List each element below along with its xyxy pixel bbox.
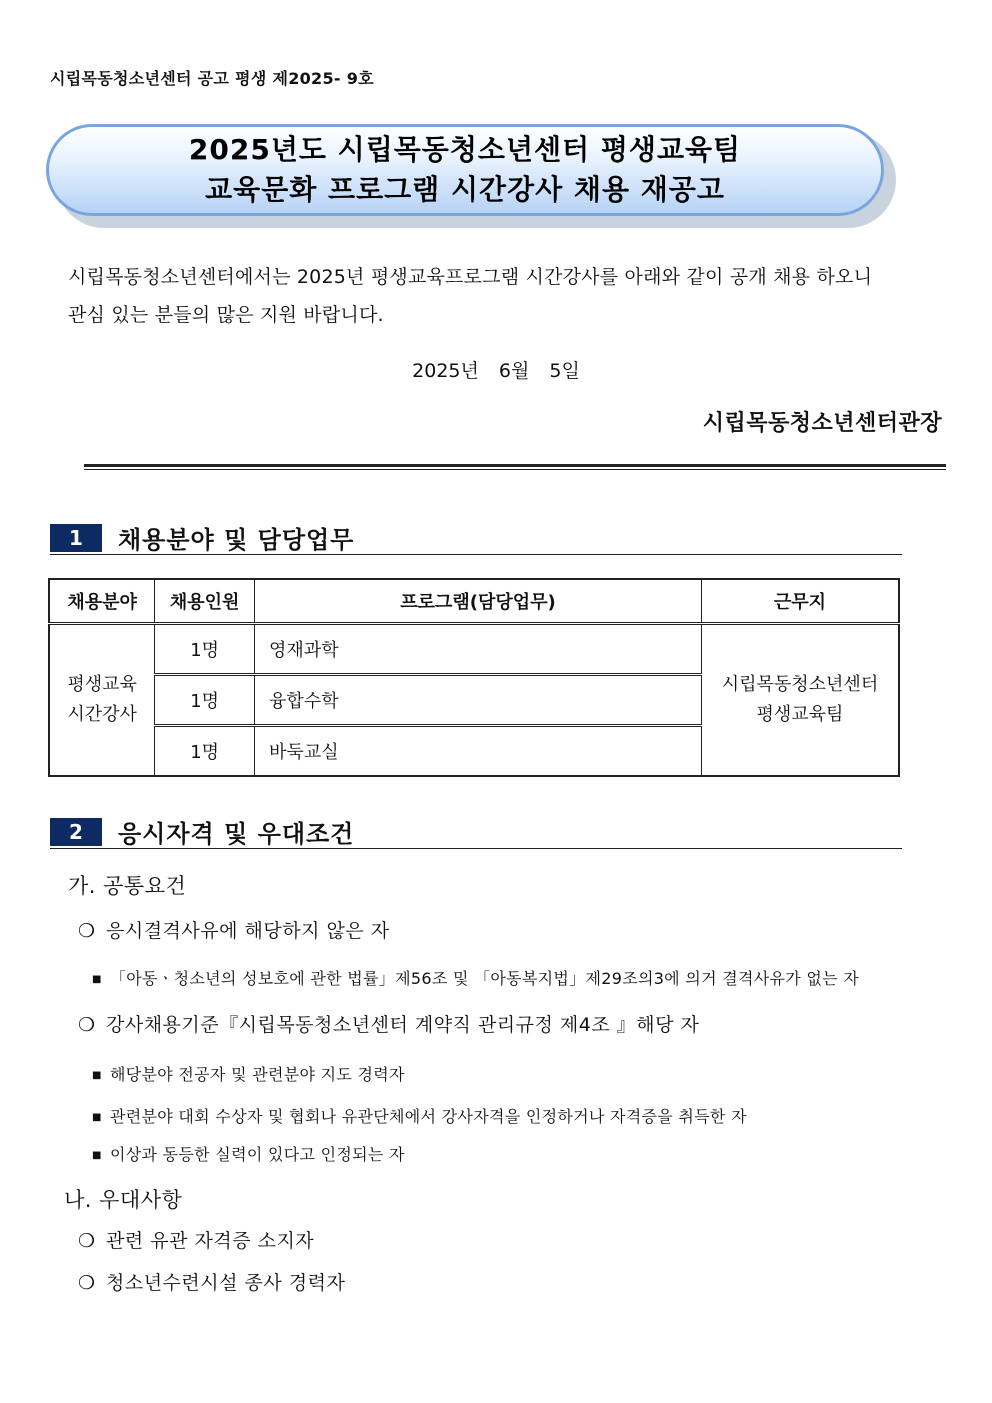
count-cell: 1명 (155, 675, 255, 726)
field-line-1: 평생교육 (67, 674, 137, 695)
section-1-number: 1 (50, 524, 102, 552)
subsection-b-title: 나. 우대사항 (64, 1188, 183, 1212)
square-bullet-icon: ■ (92, 1112, 102, 1123)
header-program: 프로그램(담당업무) (255, 579, 702, 624)
subsection-a-title: 가. 공통요건 (68, 874, 187, 898)
intro-paragraph (68, 258, 908, 334)
program-cell: 융합수학 (255, 675, 702, 726)
requirement-2-detail-3: 이상과 동등한 실력이 있다고 인정되는 자 (110, 1145, 405, 1164)
section-2-number: 2 (50, 818, 102, 846)
requirement-1: 응시결격사유에 해당하지 않은 자 (106, 920, 390, 942)
intro-line-2: 관심 있는 분들의 많은 지원 바랍니다. (68, 304, 384, 326)
requirement-2-detail-2: 관련분야 대회 수상자 및 협회나 유관단체에서 강사자격을 인정하거나 자격증을 취득한 자 (110, 1107, 747, 1126)
notice-number: 시립목동청소년센터 공고 평생 제2025- 9호 (50, 69, 374, 88)
section-1-title: 채용분야 및 담당업무 (118, 526, 355, 554)
field-cell (49, 624, 155, 777)
notice-date: 2025년 6월 5일 (412, 360, 580, 382)
circle-bullet-icon: ❍ (78, 920, 96, 942)
location-line-1: 시립목동청소년센터 (721, 674, 879, 695)
preference-2: 청소년수련시설 종사 경력자 (106, 1272, 346, 1294)
circle-bullet-icon: ❍ (78, 1014, 96, 1036)
field-line-2: 시간강사 (67, 704, 137, 725)
program-cell: 영재과학 (255, 624, 702, 675)
list-item (78, 1268, 345, 1295)
header-count: 채용인원 (155, 579, 255, 624)
title-line-1: 2025년도 시립목동청소년센터 평생교육팀 (188, 133, 742, 166)
square-bullet-icon: ■ (92, 1070, 102, 1081)
list-item (92, 1142, 405, 1165)
table-header-row (49, 579, 899, 624)
list-item (78, 916, 390, 943)
title-line-2: 교육문화 프로그램 시간강사 채용 재공고 (205, 173, 725, 206)
requirement-2: 강사채용기준『시립목동청소년센터 계약직 관리규정 제4조 』해당 자 (106, 1014, 700, 1036)
section-1-header (50, 524, 902, 555)
requirement-2-detail-1: 해당분야 전공자 및 관련분야 지도 경력자 (110, 1065, 405, 1084)
list-item (78, 1226, 314, 1253)
header-field: 채용분야 (49, 579, 155, 624)
section-2-title: 응시자격 및 우대조건 (118, 820, 355, 848)
location-cell (701, 624, 899, 777)
table-row (49, 624, 899, 675)
program-cell: 바둑교실 (255, 726, 702, 777)
section-2-header (50, 818, 902, 849)
count-cell: 1명 (155, 726, 255, 777)
issuer: 시립목동청소년센터관장 (702, 411, 942, 436)
requirement-1-detail: 「아동ㆍ청소년의 성보호에 관한 법률」제56조 및 「아동복지법」제29조의3에 의거 결격사유가 없는 자 (110, 969, 860, 988)
list-item (78, 1010, 699, 1037)
preference-1: 관련 유관 자격증 소지자 (106, 1230, 315, 1252)
header-location: 근무지 (701, 579, 899, 624)
list-item (92, 1104, 747, 1127)
list-item (92, 1062, 405, 1085)
circle-bullet-icon: ❍ (78, 1272, 96, 1294)
square-bullet-icon: ■ (92, 1150, 102, 1161)
intro-line-1: 시립목동청소년센터에서는 2025년 평생교육프로그램 시간강사를 아래와 같이 공개 채용 하오니 (68, 266, 873, 288)
square-bullet-icon: ■ (92, 974, 102, 985)
count-cell: 1명 (155, 624, 255, 675)
recruitment-table (48, 578, 900, 777)
title-banner (46, 124, 884, 216)
list-item (92, 966, 859, 989)
circle-bullet-icon: ❍ (78, 1230, 96, 1252)
divider-thick (84, 464, 946, 467)
divider-thin (84, 469, 946, 470)
location-line-2: 평생교육팀 (756, 704, 844, 725)
